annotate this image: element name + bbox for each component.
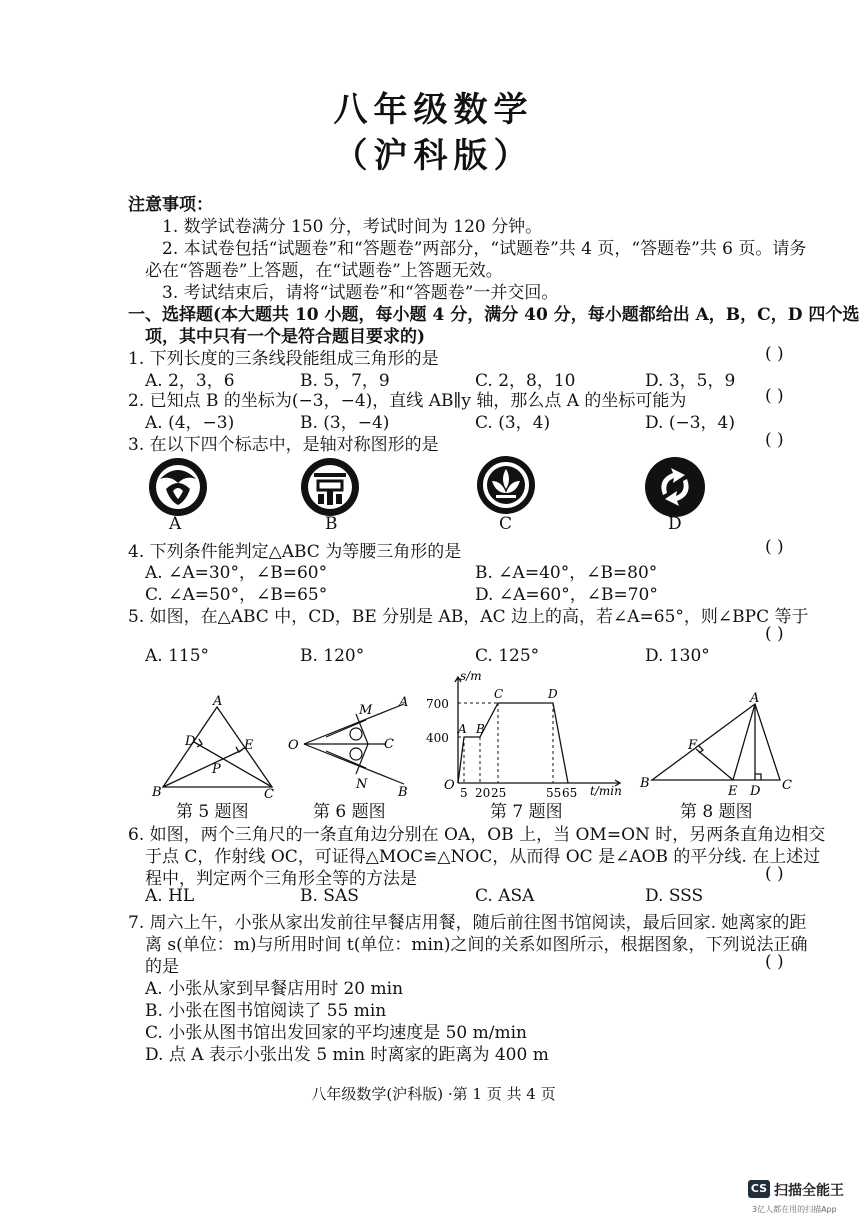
x-tick: 20	[475, 786, 491, 800]
logo-a-icon	[146, 455, 210, 519]
figure-5	[150, 695, 280, 800]
figure-caption: 第 8 题图	[680, 802, 753, 822]
label-A: A	[399, 695, 409, 710]
scanner-tagline: 3亿人都在用的扫描App	[752, 1205, 837, 1214]
label-E: E	[728, 784, 738, 799]
label-B: B	[152, 785, 162, 800]
option: A. 2，3，6	[145, 371, 235, 391]
option: B. (3，−4)	[300, 413, 390, 433]
x-tick: 55	[546, 786, 562, 800]
answer-paren: ( )	[765, 952, 784, 972]
notice-item: 3. 考试结束后，请将“试题卷”和“答题卷”一并交回。	[162, 283, 559, 303]
answer-paren: ( )	[765, 537, 784, 557]
page-title: 八年级数学	[333, 90, 534, 130]
option: B. 5，7，9	[300, 371, 390, 391]
label-B: B	[640, 776, 650, 791]
figure-7	[420, 665, 635, 800]
point-C: C	[494, 687, 504, 701]
option: A. 小张从家到早餐店用时 20 min	[145, 979, 404, 999]
answer-paren: ( )	[765, 430, 784, 450]
option: B. 小张在图书馆阅读了 55 min	[145, 1001, 387, 1021]
option: A. (4，−3)	[145, 413, 235, 433]
option: C. 125°	[475, 646, 540, 666]
figure-6	[286, 692, 416, 802]
point-D: D	[548, 687, 558, 701]
logo-c-icon	[474, 453, 538, 517]
question-stem-cont: 的是	[145, 957, 179, 977]
x-axis-label: t/min	[590, 784, 622, 798]
point-A: A	[458, 722, 467, 736]
label-C: C	[264, 787, 274, 800]
logo-d-icon	[643, 455, 707, 519]
option: D. 点 A 表示小张出发 5 min 时离家的距离为 400 m	[145, 1045, 549, 1065]
option: D. SSS	[645, 886, 704, 906]
option: B. SAS	[300, 886, 359, 906]
label-A: A	[750, 692, 760, 706]
label-P: P	[212, 762, 221, 777]
answer-paren: ( )	[765, 344, 784, 364]
section-heading-cont: 项，其中只有一个是符合题目要求的)	[145, 327, 426, 347]
option: D. ∠A=60°，∠B=70°	[475, 585, 658, 605]
label-D: D	[750, 784, 761, 799]
scanner-logo-icon: CS	[748, 1180, 770, 1198]
x-tick: 25	[491, 786, 507, 800]
figure-caption: 第 5 题图	[176, 802, 249, 822]
page-footer: 八年级数学(沪科版) ·第 1 页 共 4 页	[311, 1085, 556, 1103]
answer-paren: ( )	[765, 864, 784, 884]
option: C. ∠A=50°，∠B=65°	[145, 585, 328, 605]
label-B: B	[398, 785, 408, 800]
question-stem: 3. 在以下四个标志中，是轴对称图形的是	[128, 435, 439, 455]
option: C. 小张从图书馆出发回家的平均速度是 50 m/min	[145, 1023, 528, 1043]
label-A: A	[213, 695, 223, 709]
notice-item: 必在“答题卷”上答题，在“试题卷”上答题无效。	[145, 261, 503, 281]
page-subtitle: （沪科版）	[333, 136, 534, 176]
question-stem-cont: 于点 C，作射线 OC，可证得△MOC≌△NOC，从而得 OC 是∠AOB 的平分线. 在上述过	[145, 847, 821, 867]
notice-item: 1. 数学试卷满分 150 分，考试时间为 120 分钟。	[162, 217, 543, 237]
question-stem-cont: 程中，判定两个三角形全等的方法是	[145, 869, 417, 889]
label-C: C	[782, 778, 792, 793]
y-axis-label: s/m	[460, 669, 482, 683]
option: D. 3，5，9	[645, 371, 736, 391]
notice-item: 2. 本试卷包括“试题卷”和“答题卷”两部分，“试题卷”共 4 页，“答题卷”共 6 页。请务	[162, 239, 807, 259]
option: A. ∠A=30°，∠B=60°	[145, 563, 328, 583]
logo-b-icon	[298, 455, 362, 519]
option: D. (−3，4)	[645, 413, 735, 433]
notice-heading: 注意事项：	[128, 195, 213, 215]
option: B. 120°	[300, 646, 365, 666]
figure-caption: 第 6 题图	[313, 802, 386, 822]
label-E: E	[244, 738, 254, 753]
y-tick: 400	[426, 731, 449, 745]
section-heading: 一、选择题(本大题共 10 小题，每小题 4 分，满分 40 分，每小题都给出 A，B，C，D 四个选	[128, 305, 860, 325]
option: C. ASA	[475, 886, 535, 906]
label-C: C	[384, 737, 394, 752]
option: B. ∠A=40°，∠B=80°	[475, 563, 658, 583]
label-M: M	[359, 703, 373, 718]
label-F: F	[688, 738, 698, 753]
option: C. 2，8，10	[475, 371, 576, 391]
option: A. HL	[145, 886, 195, 906]
option: D. 130°	[645, 646, 710, 666]
logo-label: D	[668, 514, 682, 534]
question-stem: 4. 下列条件能判定△ABC 为等腰三角形的是	[128, 542, 462, 562]
label-D: D	[185, 734, 196, 749]
scanner-app-name: 扫描全能王	[774, 1183, 844, 1199]
label-O: O	[288, 738, 299, 753]
y-tick: 700	[426, 697, 449, 711]
question-stem-cont: 离 s(单位：m)与所用时间 t(单位：min)之间的关系如图所示，根据图象，下列说法正确	[145, 935, 808, 955]
question-stem: 7. 周六上午，小张从家出发前往早餐店用餐，随后前往图书馆阅读，最后回家. 她离家的距	[128, 913, 807, 933]
label-N: N	[356, 777, 368, 792]
figure-8	[638, 692, 798, 802]
x-tick: 65	[562, 786, 578, 800]
x-tick: 5	[460, 786, 468, 800]
point-B: B	[476, 722, 485, 736]
answer-paren: ( )	[765, 624, 784, 644]
logo-label: A	[169, 514, 182, 534]
question-stem: 6. 如图，两个三角尺的一条直角边分别在 OA，OB 上，当 OM=ON 时，另两条直角边相交	[128, 825, 826, 845]
figure-caption: 第 7 题图	[490, 802, 563, 822]
question-stem: 2. 已知点 B 的坐标为(−3，−4)，直线 AB∥y 轴，那么点 A 的坐标可能为	[128, 391, 687, 411]
answer-paren: ( )	[765, 386, 784, 406]
logo-label: C	[499, 514, 513, 534]
option: C. (3，4)	[475, 413, 551, 433]
question-stem: 1. 下列长度的三条线段能组成三角形的是	[128, 349, 439, 369]
question-stem: 5. 如图，在△ABC 中，CD，BE 分别是 AB，AC 边上的高，若∠A=65°，则∠BPC 等于	[128, 607, 809, 627]
origin-label: O	[444, 778, 455, 793]
option: A. 115°	[145, 646, 210, 666]
logo-label: B	[325, 514, 338, 534]
